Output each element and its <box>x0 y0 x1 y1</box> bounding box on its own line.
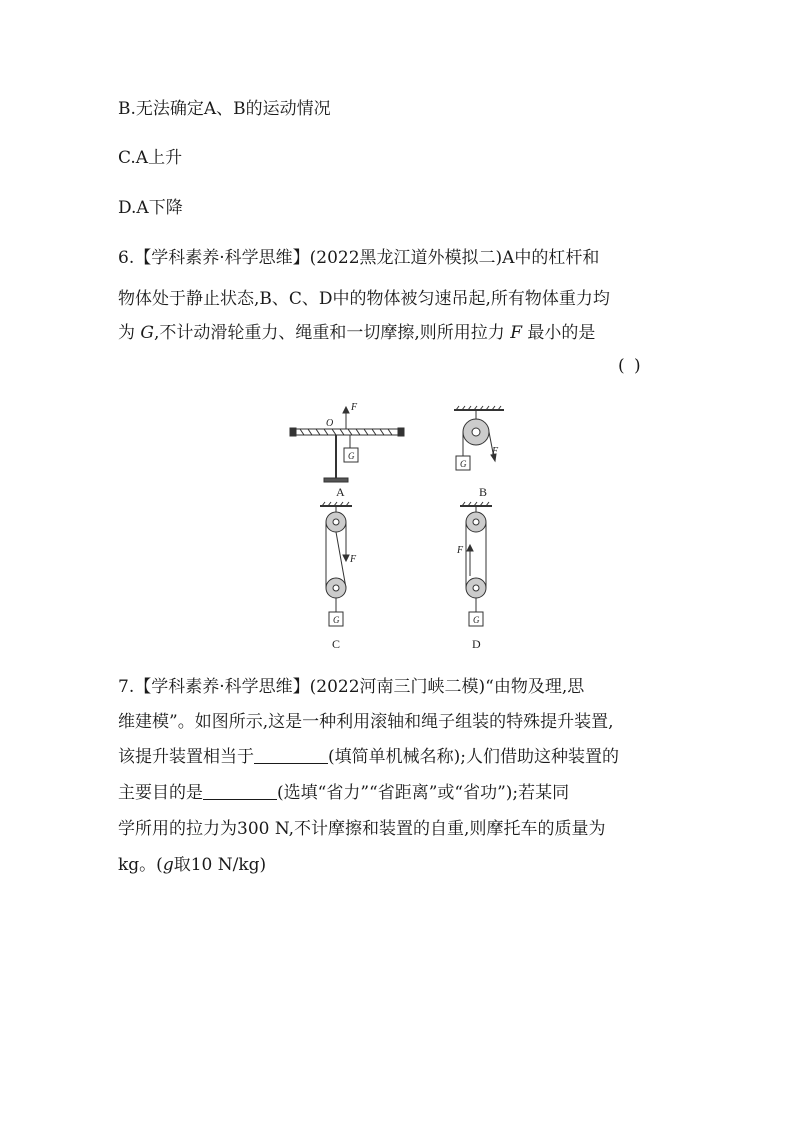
q6-line-3-c: 最小的是 <box>522 323 596 343</box>
q7-line-6-a: kg。( <box>118 855 163 875</box>
option-c: C.A上升 <box>118 148 183 168</box>
q7-line-2: 维建模”。如图所示,这是一种利用滚轴和绳子组装的特殊提升装置, <box>118 712 614 732</box>
q7-line-6-b: 取10 N/kg) <box>173 855 267 875</box>
q6-symbol-g: G <box>140 323 154 343</box>
q6-line-1: 6.【学科素养·科学思维】(2022黑龙江道外模拟二)A中的杠杆和 <box>118 248 600 268</box>
q7-line-4-a: 主要目的是 <box>118 783 203 803</box>
q7-line-3-b: (填简单机械名称);人们借助这种装置的 <box>328 747 619 767</box>
q7-line-6 <box>118 854 266 876</box>
q6-symbol-f: F <box>510 323 523 343</box>
force-d-label: F <box>457 545 464 556</box>
weight-c-label: G <box>333 615 340 625</box>
q6-line-3 <box>118 322 595 344</box>
q7-symbol-g: g <box>162 855 174 875</box>
q6-line-2: 物体处于静止状态,B、C、D中的物体被匀速吊起,所有物体重力均 <box>118 289 610 309</box>
q6-line-3-a: 为 <box>118 323 141 343</box>
lever-label-f: F <box>351 402 358 413</box>
q7-line-4 <box>118 782 569 804</box>
weight-d-label: G <box>473 615 480 625</box>
diagram-c-pulley-system <box>320 502 357 651</box>
diagram-c-label: C <box>332 637 341 651</box>
lever-end-right <box>398 428 404 436</box>
diagram-b-fixed-pulley <box>454 406 504 499</box>
force-b-label: F <box>492 446 499 457</box>
diagram-b-label: B <box>479 485 488 499</box>
option-b: B.无法确定A、B的运动情况 <box>118 99 331 119</box>
q6-figure <box>280 398 530 656</box>
diagram-a-label: A <box>336 485 345 499</box>
diagram-a-lever <box>290 402 404 499</box>
q7-line-4-b: (选填“省力”“省距离”或“省功”);若某同 <box>277 783 570 803</box>
lever-label-g: G <box>348 451 355 461</box>
lever-label-o: O <box>326 418 334 429</box>
q7-line-3-a: 该提升装置相当于 <box>118 747 254 767</box>
q6-answer-bracket: ( ) <box>618 356 643 376</box>
force-c-label: F <box>350 554 357 565</box>
option-d: D.A下降 <box>118 198 183 218</box>
q7-blank-1[interactable] <box>254 746 328 764</box>
q7-line-3 <box>118 746 619 768</box>
q7-line-1: 7.【学科素养·科学思维】(2022河南三门峡二模)“由物及理,思 <box>118 677 585 697</box>
diagram-d-label: D <box>472 637 481 651</box>
lever-base <box>324 478 348 482</box>
weight-b-label: G <box>460 459 467 469</box>
q7-blank-2[interactable] <box>203 782 277 800</box>
diagram-d-pulley-system <box>456 502 492 651</box>
q7-line-5: 学所用的拉力为300 N,不计摩擦和装置的自重,则摩托车的质量为 <box>118 819 606 839</box>
lever-end-left <box>290 428 296 436</box>
q6-line-3-b: ,不计动滑轮重力、绳重和一切摩擦,则所用拉力 <box>154 323 511 343</box>
